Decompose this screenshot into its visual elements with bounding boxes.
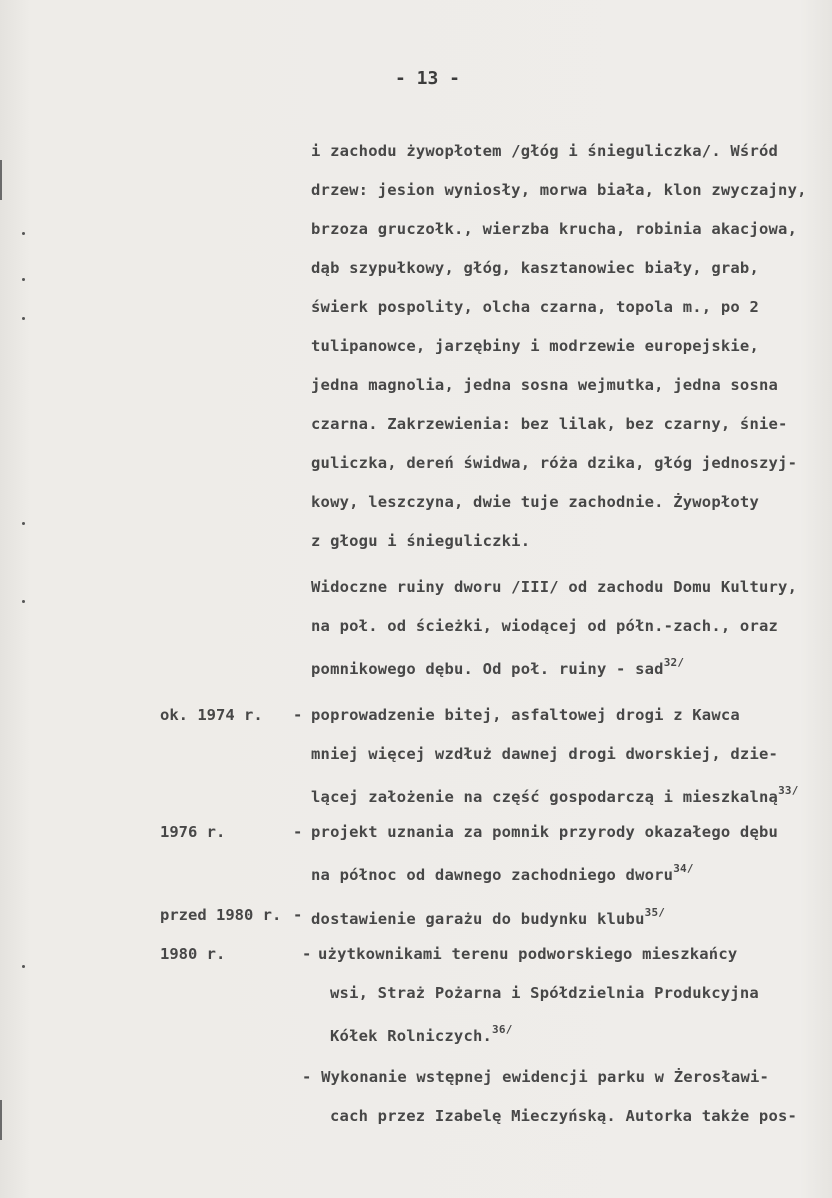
text-line: wsi, Straż Pożarna i Spółdzielnia Produkcyjna [330, 984, 759, 1002]
margin-dot [22, 232, 25, 235]
margin-dot [22, 278, 25, 281]
text-line: projekt uznania za pomnik przyrody okazałego dębu [311, 823, 779, 841]
entry-date: 1976 r. [160, 823, 226, 841]
text-line: z głogu i śnieguliczki. [311, 532, 531, 550]
text-line: poprowadzenie bitej, asfaltowej drogi z Kawca [311, 706, 740, 724]
margin-dot [22, 522, 25, 525]
text-line: czarna. Zakrzewienia: bez lilak, bez czarny, śnie- [311, 415, 788, 433]
entry-date: ok. 1974 r. [160, 706, 263, 724]
text-line-content: Kółek Rolniczych. [330, 1027, 493, 1045]
text-line: cach przez Izabelę Mieczyńską. Autorka także pos- [330, 1107, 798, 1125]
text-line-content: na północ od dawnego zachodniego dworu [311, 866, 674, 884]
text-line: drzew: jesion wyniosły, morwa biała, klon zwyczajny, [311, 181, 807, 199]
text-line: dąb szypułkowy, głóg, kasztanowiec biały, grab, [311, 259, 759, 277]
text-line: i zachodu żywopłotem /głóg i śnieguliczka/. Wśród [311, 142, 779, 160]
margin-dot [22, 600, 25, 603]
page-number: - 13 - [395, 68, 461, 89]
entry-dash: - [293, 823, 303, 841]
text-line: mniej więcej wzdłuż dawnej drogi dworskiej, dzie- [311, 745, 779, 763]
text-line: tulipanowce, jarzębiny i modrzewie europejskie, [311, 337, 759, 355]
margin-edge-mark [0, 160, 2, 200]
text-line: użytkownikami terenu podworskiego mieszkańcy [318, 945, 738, 963]
entry-dash: - [293, 706, 303, 724]
text-line: Widoczne ruiny dworu /III/ od zachodu Domu Kultury, [311, 578, 798, 596]
text-line-content: dostawienie garażu do budynku klubu [311, 910, 645, 928]
text-line [311, 784, 799, 806]
footnote-ref: 34/ [673, 862, 694, 875]
text-line [311, 862, 694, 884]
entry-date: 1980 r. [160, 945, 226, 963]
entry-date: przed 1980 r. [160, 906, 282, 924]
footnote-ref: 32/ [663, 656, 685, 669]
margin-dot [22, 965, 25, 968]
text-line [311, 656, 684, 678]
text-line: brzoza gruczołk., wierzba krucha, robinia akacjowa, [311, 220, 798, 238]
entry-dash: - [302, 945, 312, 963]
text-line: guliczka, dereń świdwa, róża dzika, głóg jednoszyj- [311, 454, 798, 472]
text-line: na poł. od ścieżki, wiodącej od półn.-zach., oraz [311, 617, 779, 635]
footnote-ref: 33/ [778, 784, 799, 797]
text-line: kowy, leszczyna, dwie tuje zachodnie. Żywopłoty [311, 493, 759, 511]
text-line [330, 1023, 513, 1045]
margin-edge-mark [0, 1100, 2, 1140]
text-line: świerk pospolity, olcha czarna, topola m., po 2 [311, 298, 759, 316]
margin-dot [22, 317, 25, 320]
text-line [311, 906, 665, 928]
footnote-ref: 36/ [492, 1023, 513, 1036]
text-line-content: pomnikowego dębu. Od poł. ruiny - sad [311, 660, 664, 678]
footnote-ref: 35/ [644, 906, 666, 919]
text-line: jedna magnolia, jedna sosna wejmutka, jedna sosna [311, 376, 779, 394]
entry-dash: - [293, 906, 303, 924]
text-line: - Wykonanie wstępnej ewidencji parku w Żerosławi- [302, 1068, 770, 1086]
text-line-content: lącej założenie na część gospodarczą i mieszkalną [311, 788, 779, 806]
